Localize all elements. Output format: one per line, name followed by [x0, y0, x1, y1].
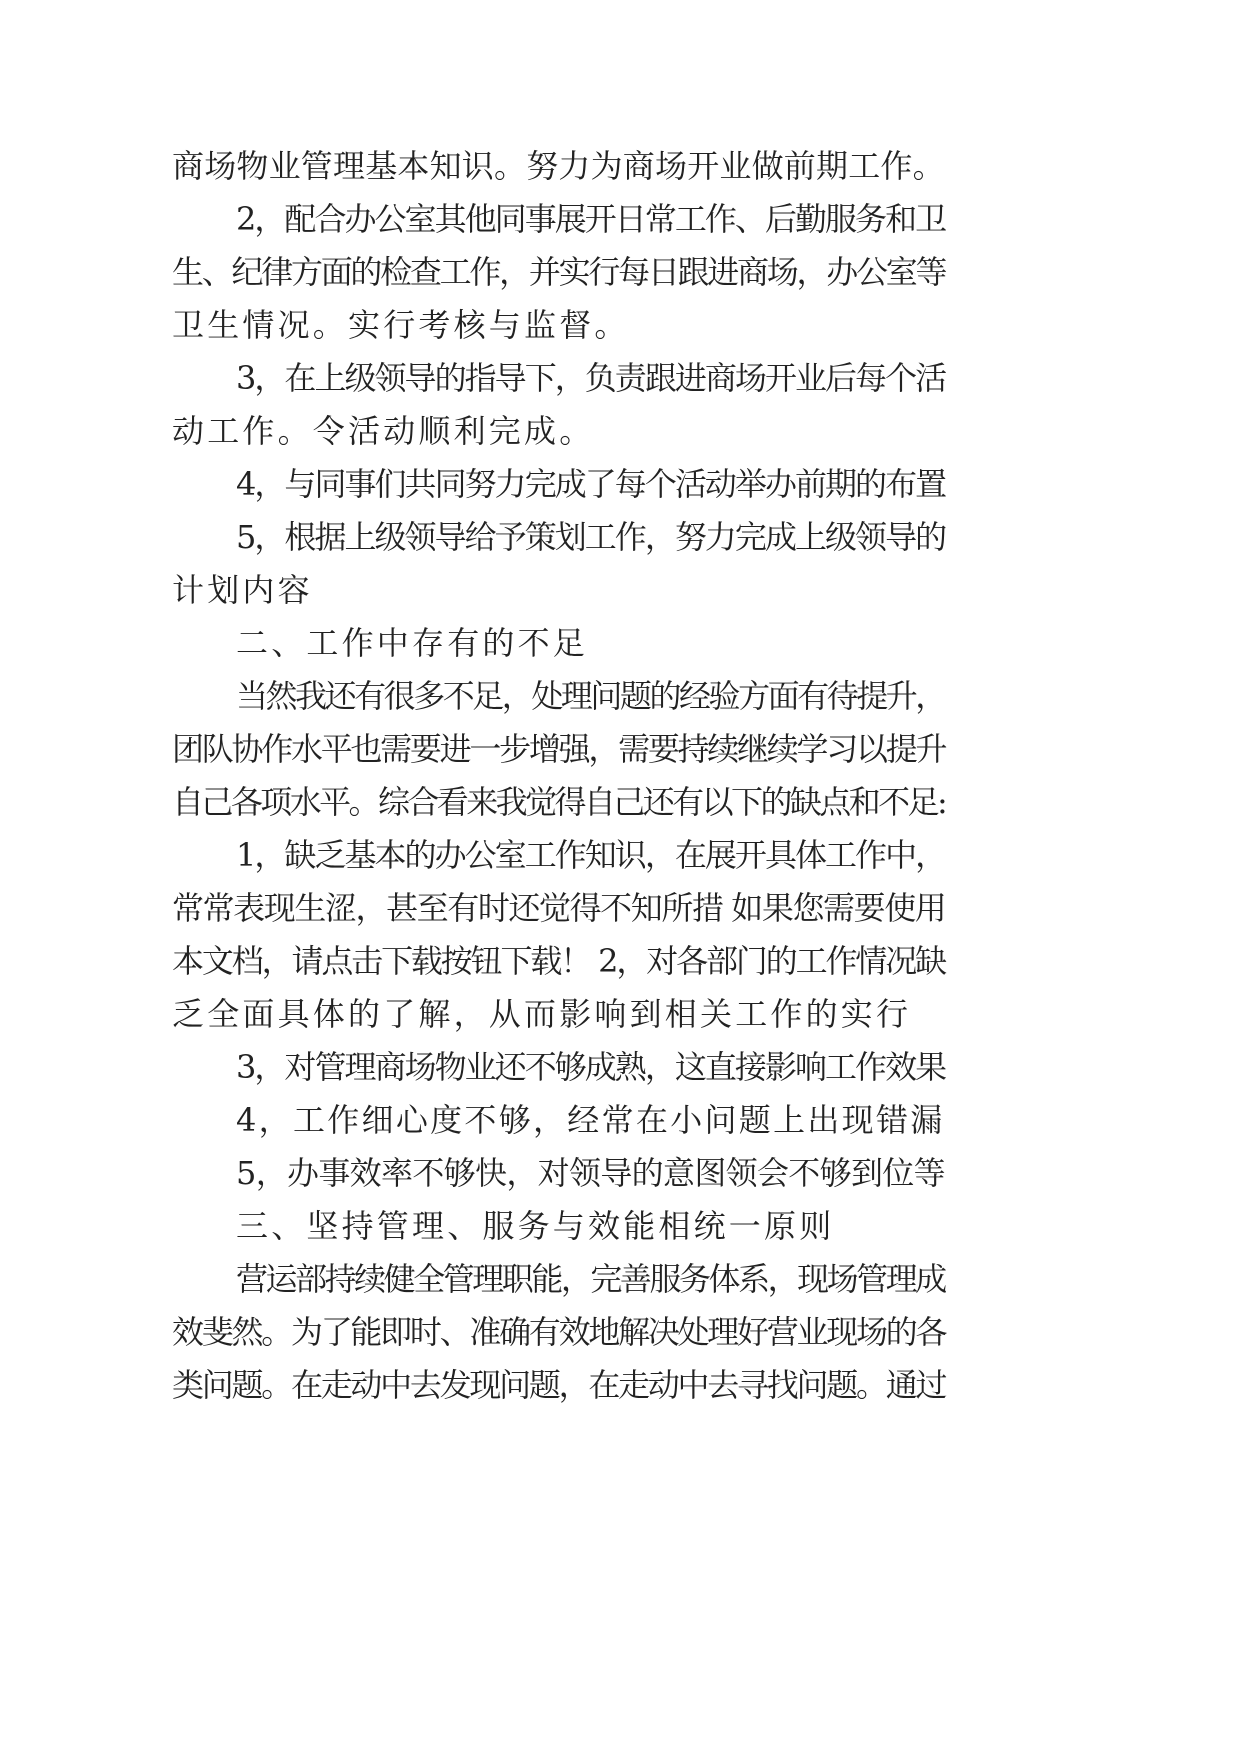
text-line: 3，对管理商场物业还不够成熟，这直接影响工作效果 — [236, 1048, 946, 1086]
text-line: 自己各项水平。综合看来我觉得自己还有以下的缺点和不足: — [172, 783, 946, 821]
text-line: 当然我还有很多不足，处理问题的经验方面有待提升， — [236, 677, 945, 715]
text-line: 常常表现生涩，甚至有时还觉得不知所措 如果您需要使用 — [172, 889, 946, 927]
text-line: 乏全面具体的了解，从而影响到相关工作的实行 — [172, 995, 912, 1033]
text-line: 本文档，请点击下载按钮下载！ 2，对各部门的工作情况缺 — [172, 942, 945, 980]
text-line: 计划内容 — [172, 571, 313, 609]
text-line: 团队协作水平也需要进一步增强，需要持续继续学习以提升 — [172, 730, 946, 768]
text-line: 5，根据上级领导给予策划工作，努力完成上级领导的 — [236, 518, 946, 556]
text-line: 2，配合办公室其他同事展开日常工作、后勤服务和卫 — [236, 200, 946, 238]
section-heading: 二、工作中存有的不足 — [236, 624, 589, 662]
text-line: 动工作。令活动顺利完成。 — [172, 412, 595, 450]
text-line: 效斐然。为了能即时、准确有效地解决处理好营业现场的各 — [172, 1313, 946, 1351]
text-line: 5，办事效率不够快，对领导的意图领会不够到位等 — [236, 1154, 945, 1192]
text-line: 营运部持续健全管理职能，完善服务体系，现场管理成 — [236, 1260, 945, 1298]
text-line: 类问题。在走动中去发现问题，在走动中去寻找问题。通过 — [172, 1366, 946, 1404]
text-line: 商场物业管理基本知识。努力为商场开业做前期工作。 — [172, 147, 945, 185]
text-line: 1，缺乏基本的办公室工作知识，在展开具体工作中， — [236, 836, 946, 874]
section-heading: 三、坚持管理、服务与效能相统一原则 — [236, 1207, 835, 1245]
text-line: 生、纪律方面的检查工作，并实行每日跟进商场，办公室等 — [172, 253, 946, 291]
text-line: 4，与同事们共同努力完成了每个活动举办前期的布置 — [236, 465, 946, 503]
text-line: 4，工作细心度不够，经常在小问题上出现错漏 — [236, 1101, 945, 1139]
text-line: 3，在上级领导的指导下，负责跟进商场开业后每个活 — [236, 359, 946, 397]
text-line: 卫生情况。实行考核与监督。 — [172, 306, 630, 344]
